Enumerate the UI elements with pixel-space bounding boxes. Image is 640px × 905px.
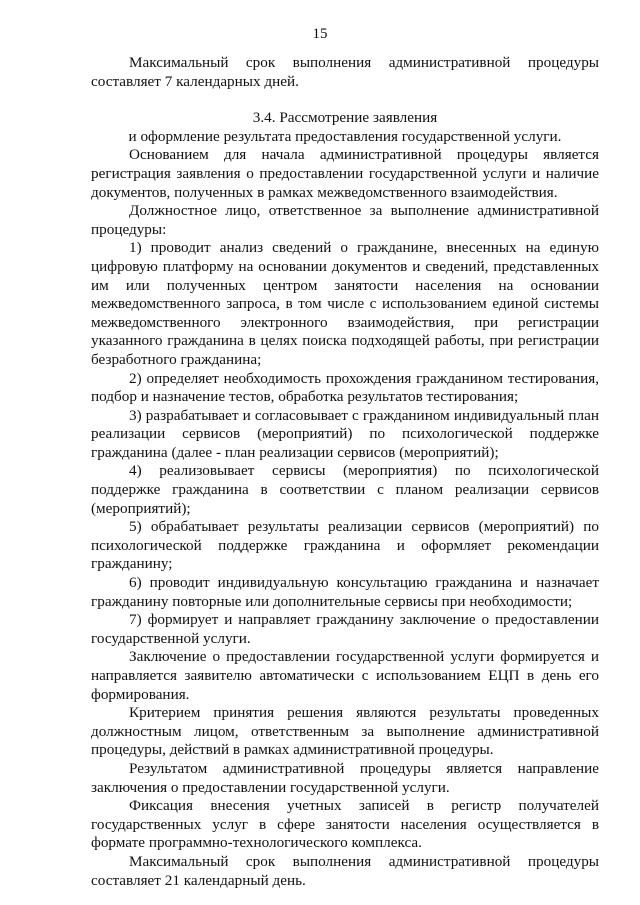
- paragraph-decision-criterion: Критерием принятия решения являются результаты проведенных должностным лицом, ответственным за выполнение административной процедуры, действий в рамках административной процедуры.: [91, 704, 599, 759]
- section-heading: [91, 109, 599, 146]
- paragraph-max-term-21-day: Максимальный срок выполнения административной процедуры составляет 21 календарный день.: [91, 852, 599, 889]
- list-item-3: 3) разрабатывает и согласовывает с гражданином индивидуальный план реализации сервисов (мероприятий) по психологической поддержке гражданина (далее - план реализации сервисов (мероприятий);: [91, 406, 599, 461]
- paragraph-result: Результатом административной процедуры является направление заключения о предоставлении государственной услуги.: [91, 759, 599, 796]
- list-item-2: 2) определяет необходимость прохождения гражданином тестирования, подбор и назначение тестов, обработка результатов тестирования;: [91, 369, 599, 406]
- section-title-line-1: 3.4. Рассмотрение заявления: [252, 109, 438, 127]
- list-item-6: 6) проводит индивидуальную консультацию гражданина и назначает гражданину повторные или дополнительные сервисы при необходимости;: [91, 574, 599, 610]
- page-number: 15: [312, 26, 328, 42]
- paragraph-conclusion-formation: Заключение о предоставлении государственной услуги формируется и направляется заявителю автоматически с использованием ЕЦП в день его формирования.: [91, 648, 599, 703]
- paragraph-basis: Основанием для начала административной процедуры является регистрация заявления о предоставлении государственной услуги и наличие документов, полученных в рамках межведомственного взаимодействия.: [91, 146, 599, 201]
- list-item-1: 1) проводит анализ сведений о гражданине, внесенных на единую цифровую платформу на основании документов и сведений, представленных им или полученных центром занятости населения на основании межведомственного запроса, в том числе с использованием единой системы межведомственного электронного взаимодействия, при регистрации указанного гражданина в целях поиска подходящей работы, при регистрации безработного гражданина;: [91, 239, 599, 368]
- list-item-7: 7) формирует и направляет гражданину заключение о предоставлении государственной услуги.: [91, 611, 599, 647]
- list-item-4: 4) реализовывает сервисы (мероприятия) по психологической поддержке гражданина в соответствии с планом реализации сервисов (мероприятий);: [91, 462, 599, 517]
- paragraph-official-intro: Должностное лицо, ответственное за выполнение административной процедуры:: [91, 202, 599, 238]
- list-item-5: 5) обрабатывает результаты реализации сервисов (мероприятий) по психологической поддержке гражданина и оформляет рекомендации гражданину;: [91, 518, 599, 573]
- paragraph-max-term-7-days: Максимальный срок выполнения административной процедуры составляет 7 календарных дней.: [91, 54, 599, 90]
- paragraph-record-fixation: Фиксация внесения учетных записей в регистр получателей государственных услуг в сфере занятости населения осуществляется в формате программно-технологического комплекса.: [91, 797, 599, 852]
- document-body: [91, 54, 599, 890]
- section-title-line-2: и оформление результата предоставления государственной услуги.: [128, 127, 562, 145]
